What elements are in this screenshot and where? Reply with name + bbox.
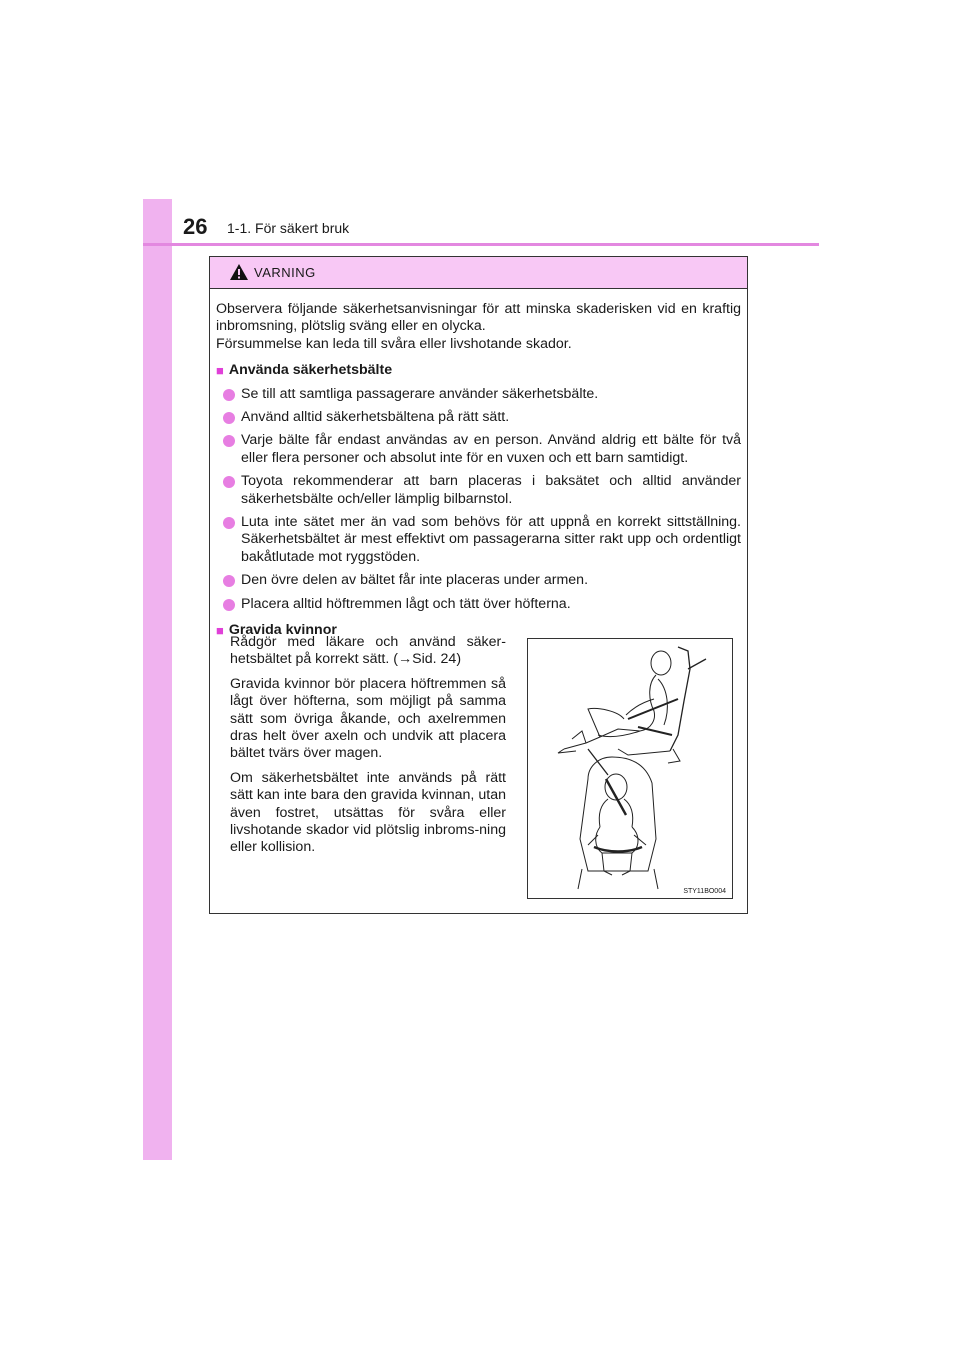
section-heading-pregnant: ■ Gravida kvinnor xyxy=(216,622,337,639)
bullet-dot-icon xyxy=(223,389,235,401)
list-item: Varje bälte får endast användas av en person. Använd aldrig ett bälte för två eller flera personer och absolut inte för en vuxen och ett barn samtidigt. xyxy=(216,432,741,467)
pregnant-seatbelt-illustration xyxy=(527,638,733,899)
warning-box xyxy=(209,256,748,914)
square-bullet-icon: ■ xyxy=(216,363,224,379)
warning-title: VARNING xyxy=(254,265,316,280)
warning-header xyxy=(210,257,747,289)
list-item: Luta inte sätet mer än vad som behövs för att uppnå en korrekt sittställning. Säkerhetsbältet är mest effektivt om passagerarna sitter rakt upp och ordentligt bakåtlutade mot ryggstöden. xyxy=(216,514,741,566)
pregnant-text xyxy=(230,634,506,864)
chapter-sidebar-tab xyxy=(143,199,172,1160)
bullet-dot-icon xyxy=(223,476,235,488)
list-item: Den övre delen av bältet får inte placeras under armen. xyxy=(216,572,741,589)
warning-content xyxy=(216,301,741,640)
warning-triangle-icon xyxy=(229,263,249,281)
warning-intro-2: Försummelse kan leda till svåra eller livshotande skador. xyxy=(216,335,572,352)
list-item: Använd alltid säkerhetsbältena på rätt sätt. xyxy=(216,409,741,426)
bullet-dot-icon xyxy=(223,412,235,424)
pregnant-woman-illustration xyxy=(528,639,732,898)
list-item: Se till att samtliga passagerare använder säkerhetsbälte. xyxy=(216,386,741,403)
pregnant-paragraph-1: Rådgör med läkare och använd säker-hetsbältet på korrekt sätt. (→Sid. 24) xyxy=(230,634,506,668)
list-item: Placera alltid höftremmen lågt och tätt över höfterna. xyxy=(216,596,741,613)
section-heading-seatbelt: ■ Använda säkerhetsbälte xyxy=(216,362,393,379)
page-number: 26 xyxy=(183,214,208,239)
bullet-dot-icon xyxy=(223,435,235,447)
square-bullet-icon: ■ xyxy=(216,623,224,639)
section-title: 1-1. För säkert bruk xyxy=(227,220,350,236)
bullet-dot-icon xyxy=(223,599,235,611)
list-item: Toyota rekommenderar att barn placeras i baksätet och alltid använder säkerhetsbälte och/eller lämplig bilbarnstol. xyxy=(216,473,741,508)
bullet-dot-icon xyxy=(223,517,235,529)
bullet-dot-icon xyxy=(223,575,235,587)
pregnant-paragraph-2: Gravida kvinnor bör placera höftremmen så lågt över höfterna, som möjligt på samma sätt som övriga åkande, och axelremmen dras helt över axeln och undvik att placera bältet tvärs över magen. xyxy=(230,675,506,762)
header-rule xyxy=(143,243,819,246)
warning-intro-1: Observera följande säkerhetsanvisningar för att minska skaderisken vid en kraftig inbromsning, plötslig sväng eller en olycka. xyxy=(216,301,741,335)
pregnant-paragraph-3: Om säkerhetsbältet inte används på rätt sätt kan inte bara den gravida kvinnan, utan även fostret, utsättas för svåra eller livshotande skador vid plötslig inbroms-ning eller kollision. xyxy=(230,769,506,856)
figure-code: STY11BO004 xyxy=(683,888,726,895)
